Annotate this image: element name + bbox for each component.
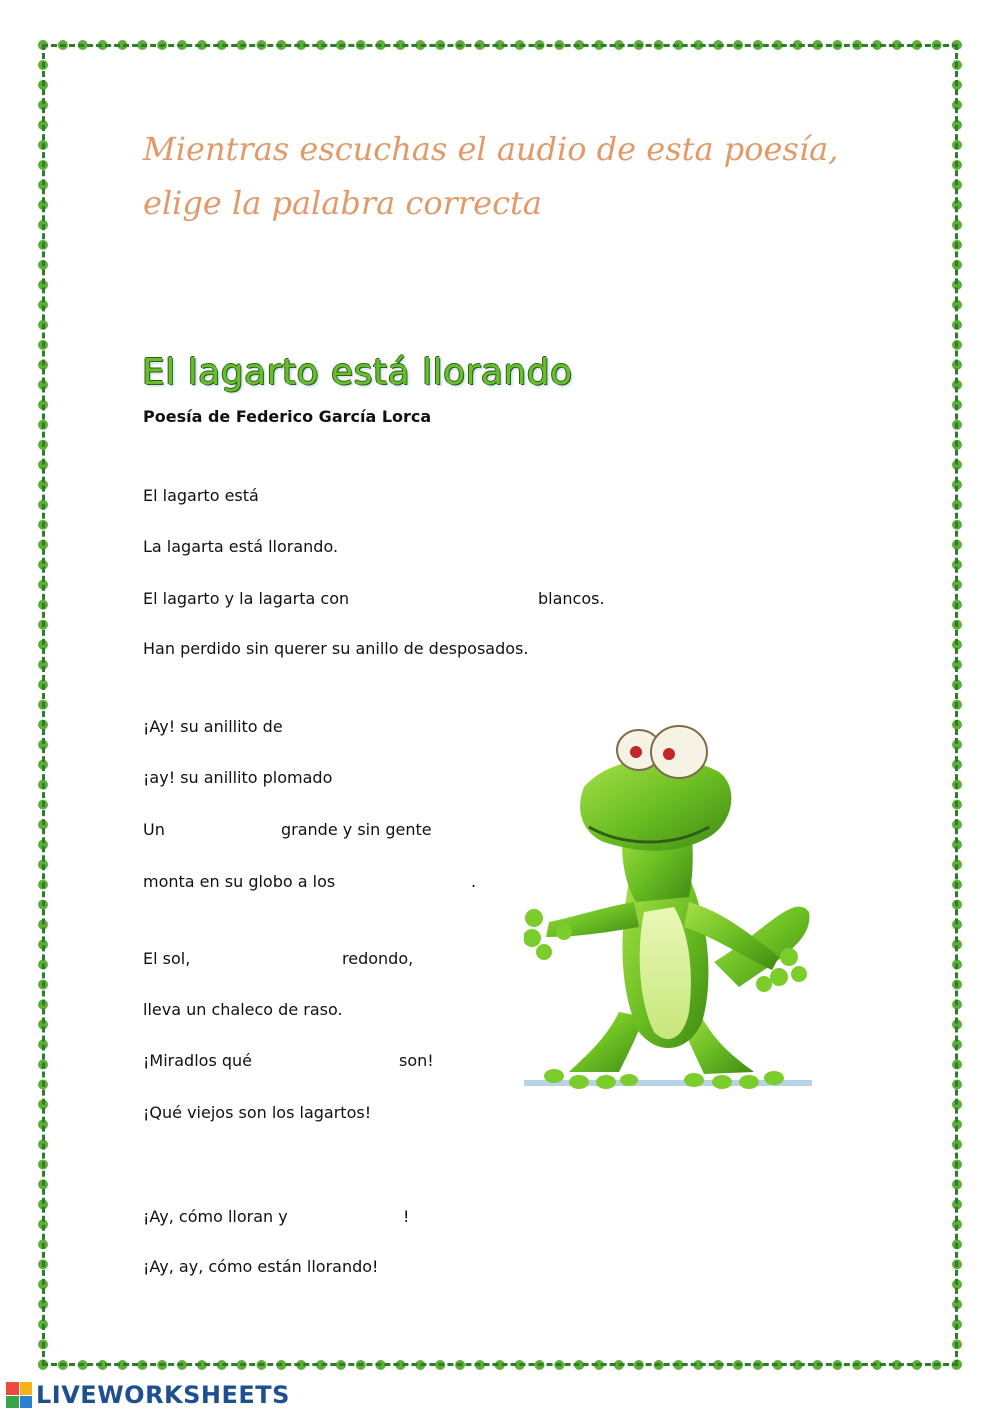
poem-line-text: Un — [143, 820, 165, 839]
poem-line-text: monta en su globo a los — [143, 872, 336, 891]
poem-line-text: ! — [403, 1207, 410, 1226]
answer-blank-5[interactable] — [343, 870, 468, 892]
poem-line-text: ¡ay! su anillito plomado — [143, 768, 333, 787]
answer-blank-6[interactable] — [203, 947, 338, 969]
lizard-head — [580, 758, 731, 850]
lizard-left-pupil — [630, 746, 642, 758]
poem-author: Poesía de Federico García Lorca — [143, 407, 432, 426]
lizard-illustration — [524, 712, 812, 1104]
liveworksheets-logo[interactable] — [6, 1380, 290, 1410]
answer-blank-4[interactable] — [173, 818, 278, 840]
poem-line-text: ¡Ay! su anillito de — [143, 717, 283, 736]
poem-line-text: ¡Qué viejos son los lagartos! — [143, 1103, 372, 1122]
poem-line-text: El lagarto y la lagarta con — [143, 589, 350, 608]
answer-blank-7[interactable] — [263, 1049, 393, 1071]
lizard-left-leg — [569, 1012, 644, 1072]
answer-blank-2[interactable] — [368, 587, 533, 609]
poem-line-text: ¡Miradlos qué — [143, 1051, 252, 1070]
poem-line-text: grande y sin gente — [281, 820, 432, 839]
answer-blank-1[interactable] — [273, 484, 453, 506]
liveworksheets-logo-icon — [6, 1382, 32, 1408]
decorative-leaf-border — [38, 40, 962, 1370]
lizard-right-pupil — [663, 748, 675, 760]
poem-line-text: El sol, — [143, 949, 191, 968]
poem-line-text: La lagarta está llorando. — [143, 537, 339, 556]
poem-line-text: blancos. — [538, 589, 605, 608]
instruction-line-2: elige la palabra correcta — [143, 184, 542, 222]
poem-line-text: lleva un chaleco de raso. — [143, 1000, 343, 1019]
poem-title: El lagarto está llorando — [142, 352, 573, 393]
instruction-text — [143, 122, 903, 230]
liveworksheets-logo-text: LIVEWORKSHEETS — [36, 1381, 290, 1409]
poem-line-text: redondo, — [342, 949, 414, 968]
poem-line-text: ¡Ay, cómo lloran y — [143, 1207, 288, 1226]
instruction-line-1: Mientras escuchas el audio de esta poesía, — [143, 130, 839, 168]
lizard-right-eye — [651, 726, 707, 778]
poem-line-text: Han perdido sin querer su anillo de desposados. — [143, 639, 529, 658]
answer-blank-3[interactable] — [295, 715, 465, 737]
poem-line-text: ¡Ay, ay, cómo están llorando! — [143, 1257, 379, 1276]
poem-line-text: . — [471, 872, 477, 891]
poem-line-text: son! — [399, 1051, 434, 1070]
answer-blank-8[interactable] — [295, 1205, 400, 1227]
poem-line-text: El lagarto está — [143, 486, 259, 505]
